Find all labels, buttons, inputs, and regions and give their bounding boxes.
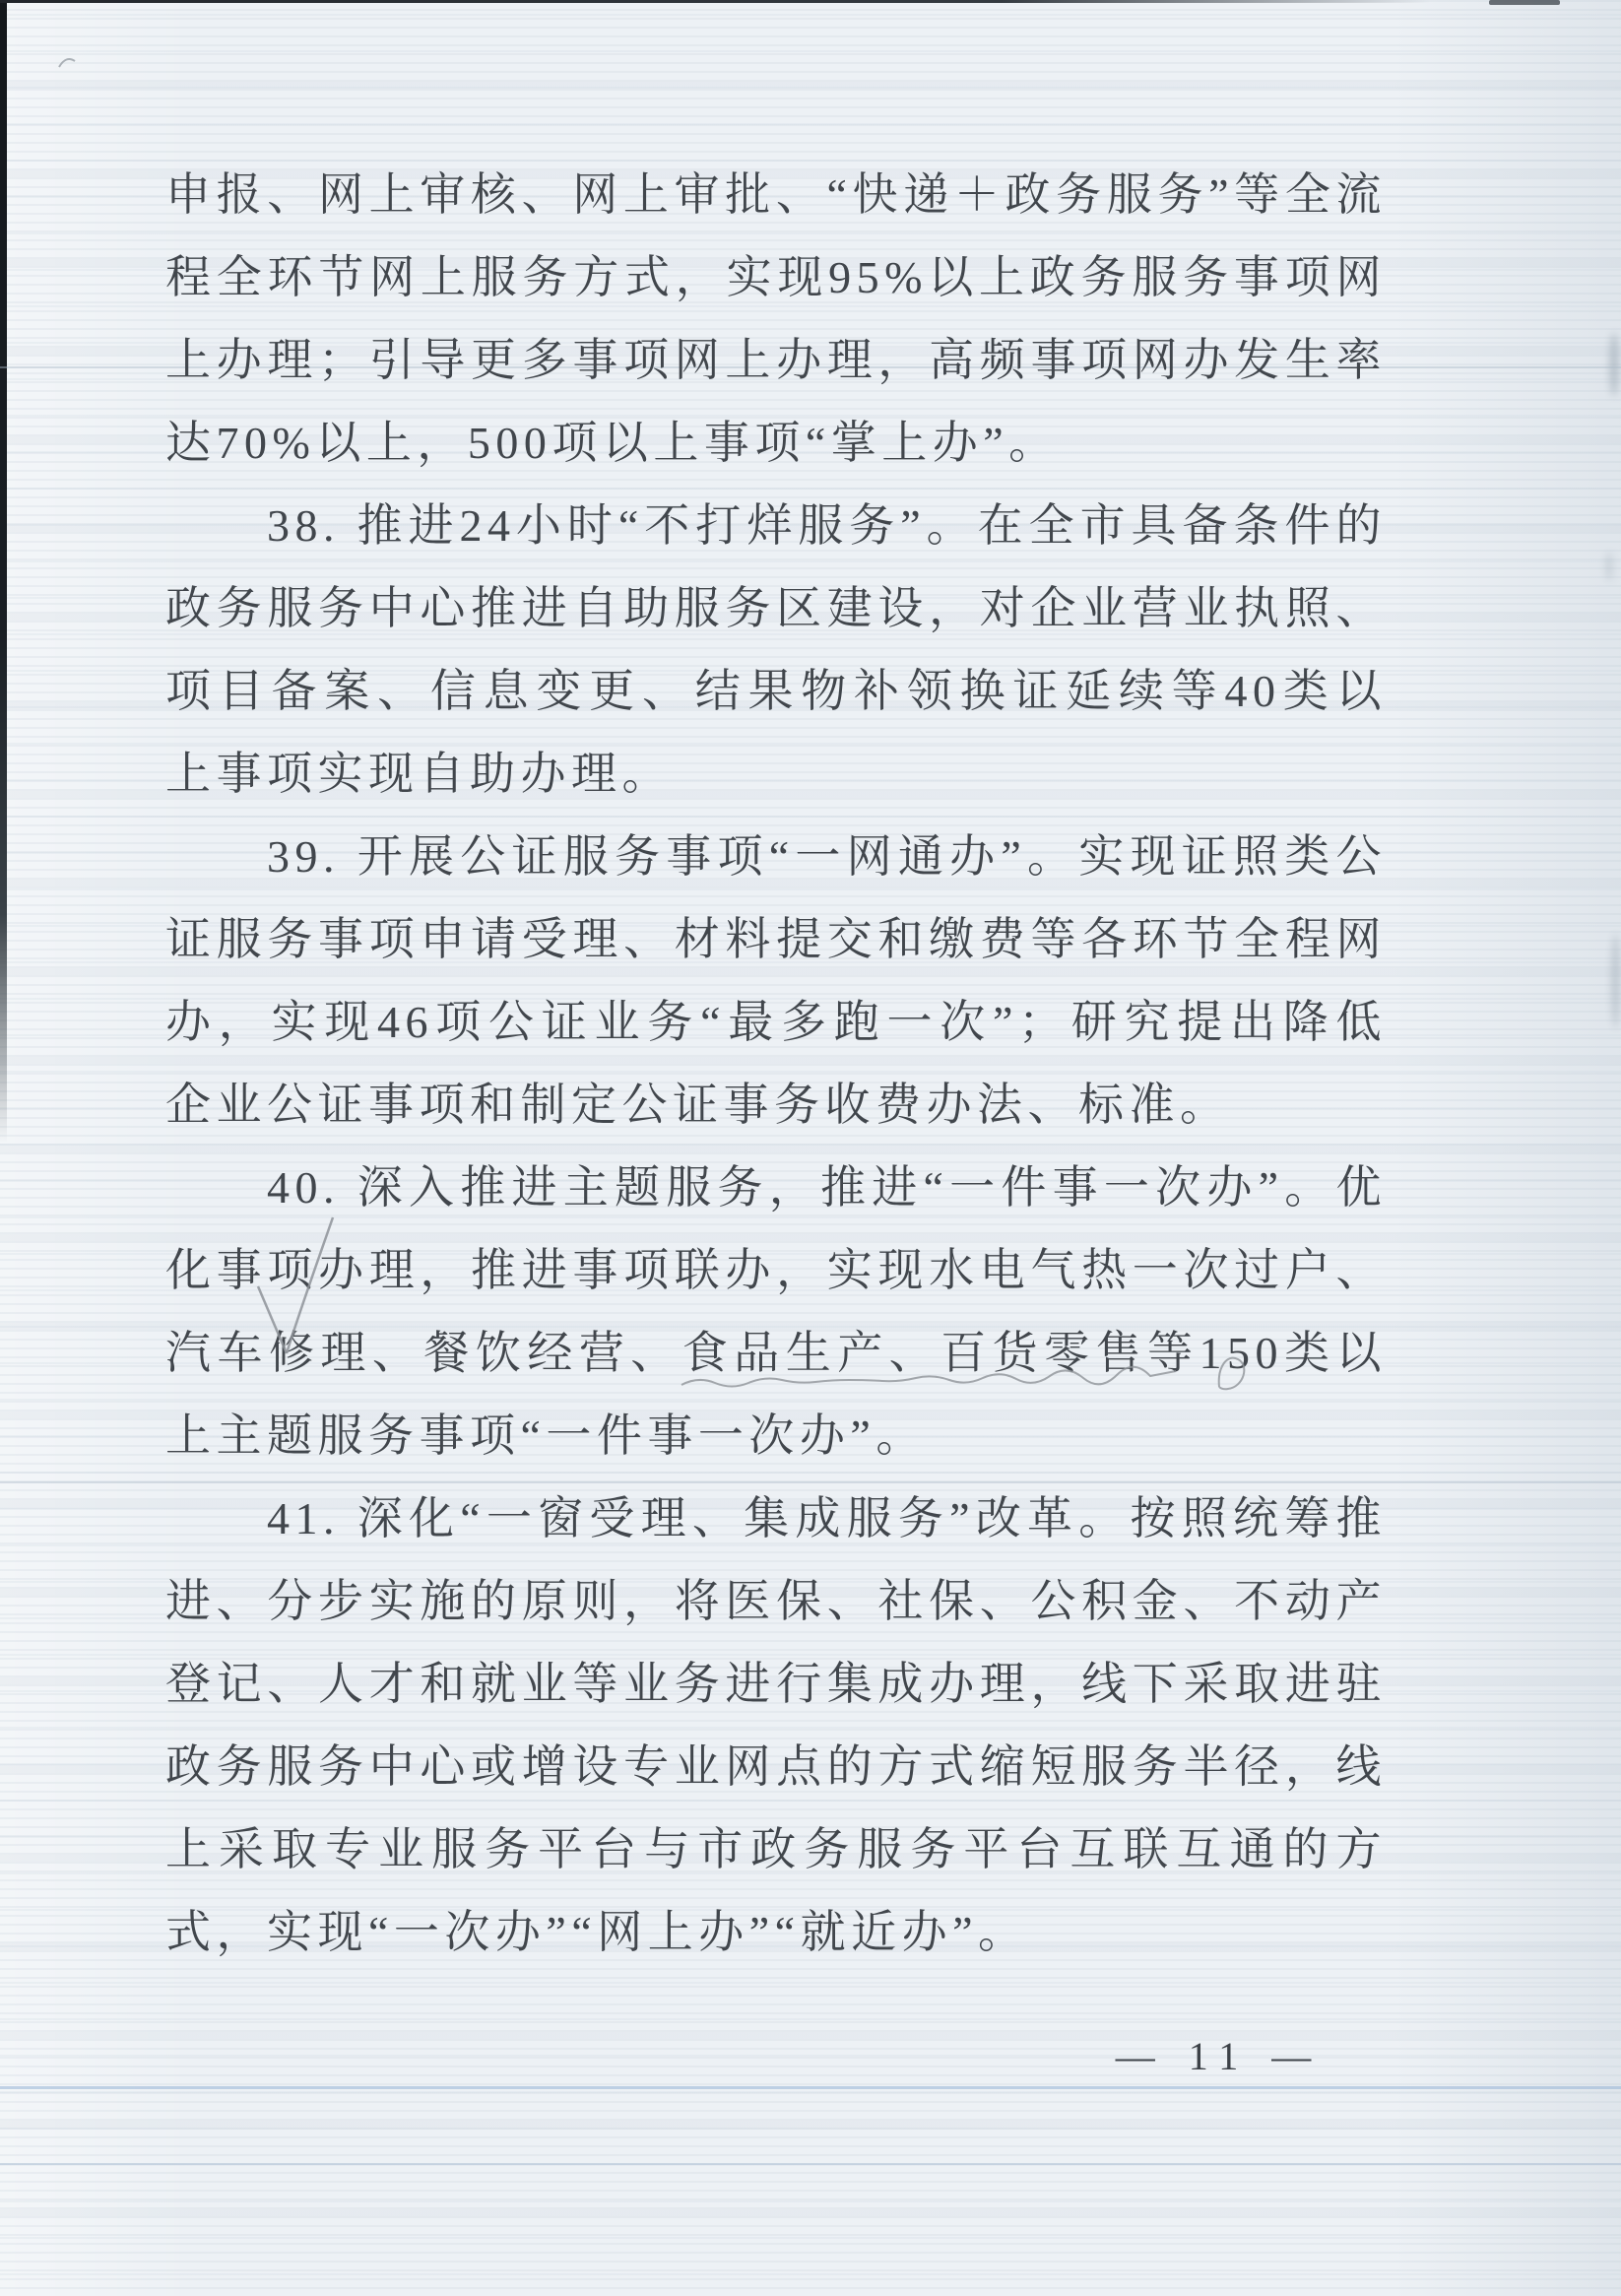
scan-edge-left-streak: [0, 0, 7, 1143]
paragraph-37-continued: 申报、网上审核、网上审批、“快递＋政务服务”等全流程全环节网上服务方式，实现95%以上政务服务事项网上办理；引导更多事项网上办理，高频事项网办发生率达70%以上，500项以上事项“掌上办”。: [165, 169, 1387, 468]
scan-streak-band: [0, 2086, 1621, 2089]
scan-edge-top-right-mark: [1489, 0, 1560, 5]
paragraph-38: 38. 推进24小时“不打烊服务”。在全市具备条件的政务服务中心推进自助服务区建设，对企业营业执照、项目备案、信息变更、结果物补领换证延续等40类以上事项实现自助办理。: [165, 500, 1387, 799]
paragraph-41: 41. 深化“一窗受理、集成服务”改革。按照统筹推进、分步实施的原则，将医保、社保、公积金、不动产登记、人才和就业等业务进行集成办理，线下采取进驻政务服务中心或增设专业网点的方式缩短服务半径，线上采取专业服务平台与市政务服务平台互联互通的方式，实现“一次办”“网上办”“就近办”。: [165, 1493, 1387, 1957]
pencil-tick-mark: [59, 59, 75, 67]
paragraph-39: 39. 开展公证服务事项“一网通办”。实现证照类公证服务事项申请受理、材料提交和缴费等各环节全程网办，实现46项公证业务“最多跑一次”；研究提出降低企业公证事项和制定公证事务收费办法、标准。: [165, 831, 1387, 1130]
paragraph-40: 40. 深入推进主题服务，推进“一件事一次办”。优化事项办理，推进事项联办，实现水电气热一次过户、汽车修理、餐饮经营、食品生产、百货零售等150类以上主题服务事项“一件事一次办”。: [165, 1162, 1387, 1461]
scan-smudge: [1609, 333, 1619, 396]
scan-edge-top-line: [0, 0, 1430, 3]
page-number: — 11 —: [1115, 2034, 1324, 2078]
scan-smudge: [1611, 934, 1620, 1028]
scan-smudge: [1605, 552, 1613, 581]
document-body: [165, 154, 1387, 1974]
scan-streak-band: [0, 2163, 1621, 2165]
